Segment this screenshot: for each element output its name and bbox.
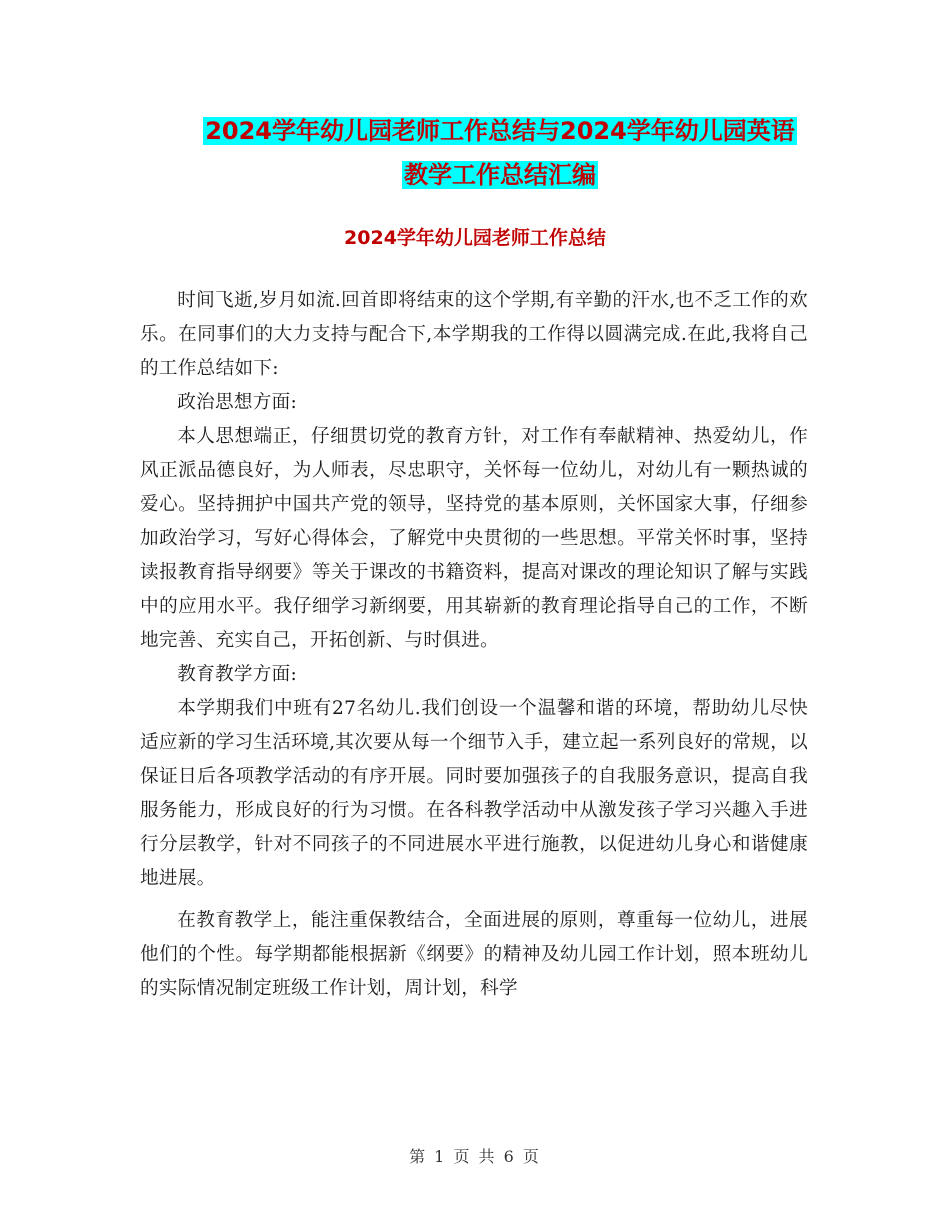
page-footer: 第 1 页 共 6 页 [409, 1147, 541, 1166]
document-title-line-2-text: 教学工作总结汇编 [404, 161, 596, 189]
paragraph-political: 本人思想端正，仔细贯切党的教育方针，对工作有奉献精神、热爱幼儿，作风正派品德良好，为人师表，尽忠职守，关怀每一位幼儿，对幼儿有一颗热诚的爱心。坚持拥护中国共产党的领导，坚持党的基本原则，关怀国家大事，仔细参加政治学习，写好心得体会，了解党中央贯彻的一些思想。平常关怀时事，坚持读报教育指导纲要》等关于课改的书籍资料，提高对课改的理论知识了解与实践中的应用水平。我仔细学习新纲要，用其崭新的教育理论指导自己的工作，不断地完善、充实自己，开拓创新、与时俱进。 [140, 426, 808, 651]
paragraph-intro: 时间飞逝,岁月如流.回首即将结束的这个学期,有辛勤的汗水,也不乏工作的欢乐。在同事们的大力支持与配合下,本学期我的工作得以圆满完成.在此,我将自己的工作总结如下: [140, 290, 808, 379]
section-title: 2024学年幼儿园老师工作总结 [344, 227, 606, 249]
heading-political: 政治思想方面: [177, 392, 298, 413]
document-title-line-1-text: 2024学年幼儿园老师工作总结与2024学年幼儿园英语 [205, 117, 795, 145]
heading-teaching: 教育教学方面: [177, 664, 298, 685]
paragraph-teaching: 本学期我们中班有27名幼儿.我们创设一个温馨和谐的环境，帮助幼儿尽快适应新的学习生活环境,其次要从每一个细节入手，建立起一系列良好的常规，以保证日后各项教学活动的有序开展。同时要加强孩子的自我服务意识，提高自我服务能力，形成良好的行为习惯。在各科教学活动中从激发孩子学习兴趣入手进行分层教学，针对不同孩子的不同进展水平进行施教，以促进幼儿身心和谐健康地进展。 [140, 698, 808, 889]
document-title-line-2 [150, 154, 850, 196]
paragraph-education: 在教育教学上，能注重保教结合，全面进展的原则，尊重每一位幼儿，进展他们的个性。每学期都能根据新《纲要》的精神及幼儿园工作计划，照本班幼儿的实际情况制定班级工作计划，周计划，科学 [140, 910, 808, 999]
document-title-line-1 [150, 110, 850, 152]
document-body [140, 284, 808, 1006]
